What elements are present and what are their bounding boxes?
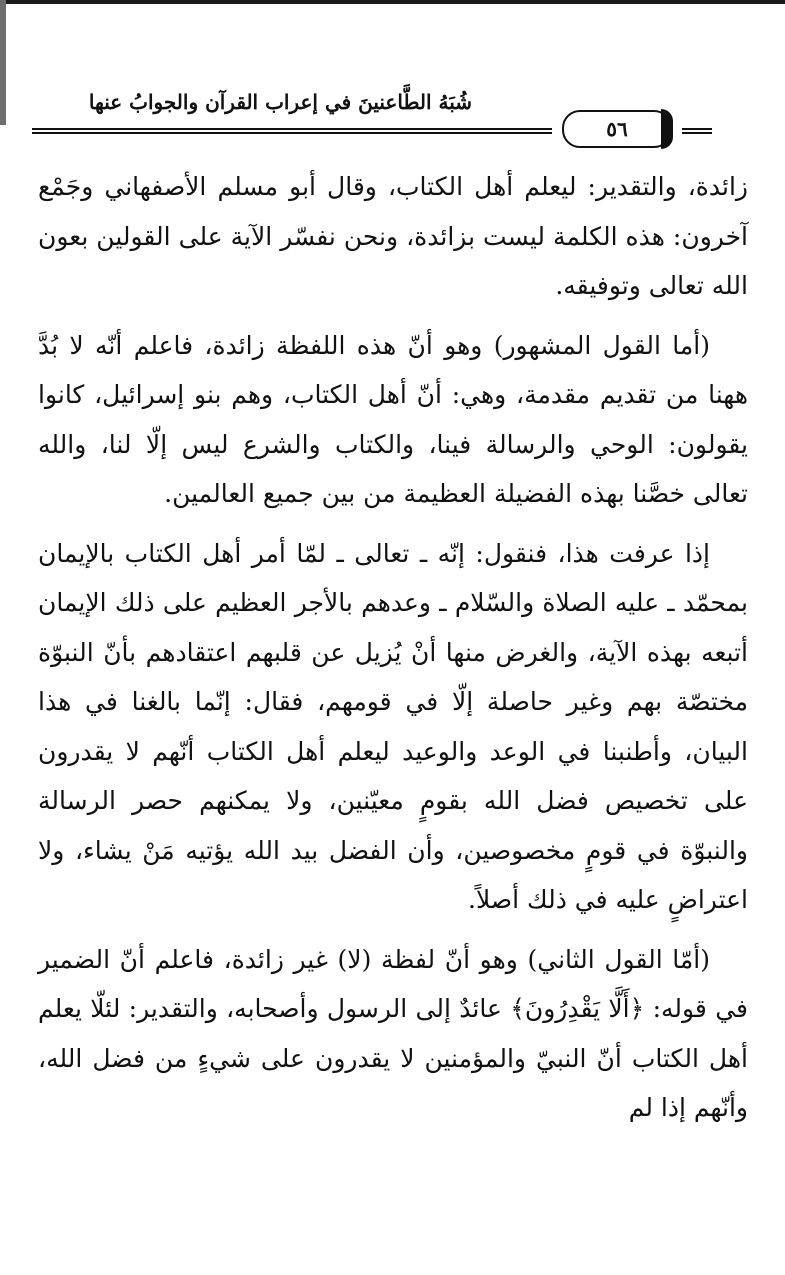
top-border (0, 0, 785, 4)
page-number: ٥٦ (562, 110, 672, 148)
header-tail-rule (682, 128, 712, 134)
paragraph-1: زائدة، والتقدير: ليعلم أهل الكتاب، وقال أبو مسلم الأصفهاني وجَمْع آخرون: هذه الكلمة ليست بزائدة، ونحن نفسّر الآية على القولين بعون الله تعالى وتوفيقه. (38, 172, 748, 300)
paragraph-3: إذا عرفت هذا، فنقول: إنّه ـ تعالى ـ لمّا أمر أهل الكتاب بالإيمان بمحمّد ـ عليه الصلاة والسّلام ـ وعدهم بالأجر العظيم على ذلك الإيمان أتبعه بهذه الآية، والغرض منها أنْ يُزيل عن قلبهم اعتقادهم بأنّ النبوّة مختصّة بهم وغير حاصلة إلّا في قومهم، فقال: إنّما بالغنا في هذا البيان، وأطنبنا في الوعد والوعيد ليعلم أهل الكتاب أنّهم لا يقدرون على تخصيص فضل الله بقومٍ معيّنين، ولا يمكنهم حصر الرسالة والنبوّة في قومٍ مخصوصين، وأن الفضل بيد الله يؤتيه مَنْ يشاء، ولا اعتراضٍ عليه في ذلك أصلاً. (38, 538, 748, 914)
page-edge-shadow (0, 0, 6, 125)
paragraph-4: (أمّا القول الثاني) وهو أنّ لفظة (لا) غير زائدة، فاعلم أنّ الضمير في قوله: ﴿أَلَّا يَقْدِرُونَ﴾ عائدٌ إلى الرسول وأصحابه، والتقدير: لئلّا يعلم أهل الكتاب أنّ النبيّ والمؤمنين لا يقدرون على شيءٍ من فضل الله، وأنّهم إذا لم (38, 944, 748, 1122)
page-title: شُبَهُ الطَّاعنينَ في إعراب القرآن والجوابُ عنها (88, 90, 472, 114)
header-double-rule (32, 128, 552, 134)
page-header (32, 82, 762, 152)
page-body (38, 162, 748, 1143)
paragraph-2: (أما القول المشهور) وهو أنّ هذه اللفظة زائدة، فاعلم أنّه لا بُدَّ ههنا من تقديم مقدمة، وهي: أنّ أهل الكتاب، وهم بنو إسرائيل، كانوا يقولون: الوحي والرسالة فينا، والكتاب والشرع ليس إلّا لنا، والله تعالى خصَّنا بهذه الفضيلة العظيمة من بين جميع العالمين. (38, 330, 748, 508)
